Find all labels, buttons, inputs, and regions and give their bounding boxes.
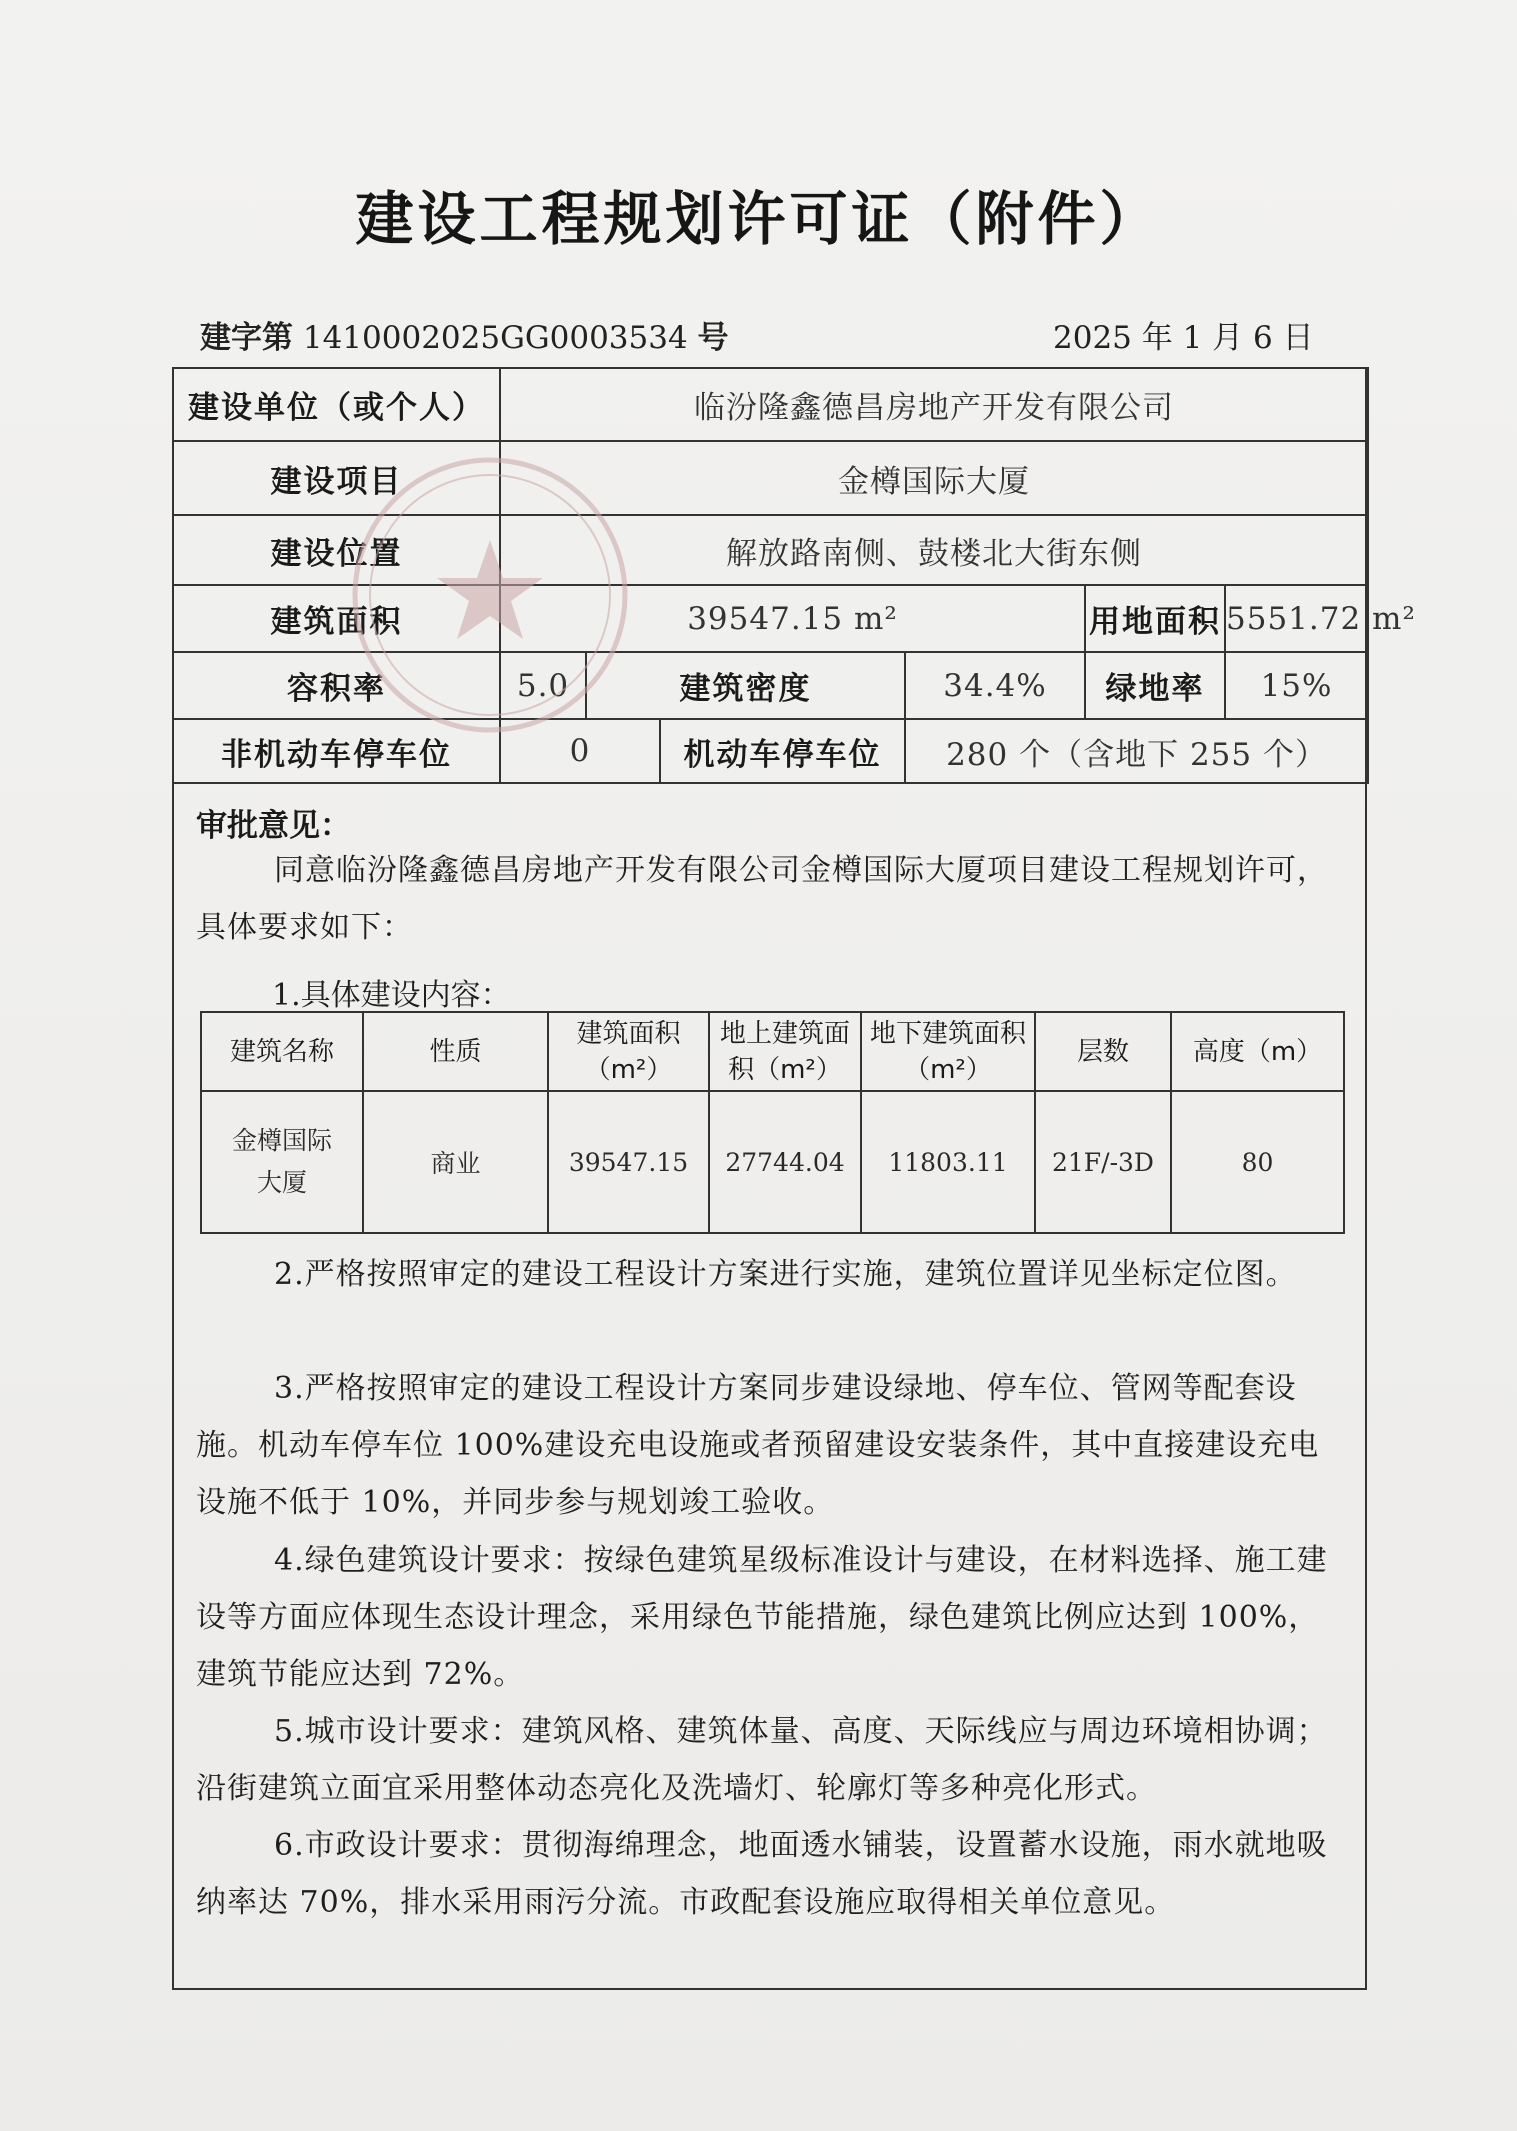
building-table-header — [201, 1012, 1344, 1091]
item-6: 6.市政设计要求：贯彻海绵理念，地面透水铺装，设置蓄水设施，雨水就地吸纳率达 70%，排水采用雨污分流。市政配套设施应取得相关单位意见。 — [196, 1828, 1328, 1920]
header-above-area: 地上建筑面积（m²） — [709, 1012, 861, 1091]
item-4: 4.绿色建筑设计要求：按绿色建筑星级标准设计与建设，在材料选择、施工建设等方面应体现生态设计理念，采用绿色节能措施，绿色建筑比例应达到 100%，建筑节能应达到 72%。 — [196, 1543, 1328, 1692]
item-3: 3.严格按照审定的建设工程设计方案同步建设绿地、停车位、管网等配套设施。机动车停车位 100%建设充电设施或者预留建设安装条件，其中直接建设充电设施不低于 10%，并同步参与规划竣工验收。 — [196, 1371, 1320, 1520]
cell-height: 80 — [1171, 1091, 1344, 1233]
header-nature: 性质 — [363, 1012, 548, 1091]
location-value: 解放路南侧、鼓楼北大街东侧 — [500, 515, 1368, 585]
unit-label: 建设单位（或个人） — [173, 368, 500, 441]
doc-number: 1410002025GG0003534 — [302, 320, 688, 356]
item-5: 5.城市设计要求：建筑风格、建筑体量、高度、天际线应与周边环境相协调；沿街建筑立面宜采用整体动态亮化及洗墙灯、轮廓灯等多种亮化形式。 — [196, 1714, 1328, 1806]
nonmotor-parking-value: 0 — [500, 719, 660, 783]
table-row — [201, 1091, 1344, 1233]
unit-value: 临汾隆鑫德昌房地产开发有限公司 — [500, 368, 1368, 441]
cell-below-area: 11803.11 — [861, 1091, 1035, 1233]
land-area-label: 用地面积 — [1085, 585, 1225, 652]
green-value: 15% — [1225, 652, 1368, 719]
project-value: 金樽国际大厦 — [500, 441, 1368, 515]
item-2: 2.严格按照审定的建设工程设计方案进行实施，建筑位置详见坐标定位图。 — [274, 1257, 1297, 1292]
motor-parking-label: 机动车停车位 — [660, 719, 905, 783]
floor-area-label: 建筑面积 — [173, 585, 500, 652]
cell-total-area: 39547.15 — [548, 1091, 709, 1233]
cell-above-area: 27744.04 — [709, 1091, 861, 1233]
approval-title: 审批意见： — [196, 808, 351, 844]
location-label: 建设位置 — [173, 515, 500, 585]
density-label: 建筑密度 — [586, 652, 905, 719]
nonmotor-parking-label: 非机动车停车位 — [173, 719, 500, 783]
cell-building-name: 金樽国际大厦 — [201, 1091, 363, 1233]
building-table — [200, 1011, 1345, 1234]
info-row-parking — [173, 719, 1368, 783]
document-number-line — [200, 312, 729, 357]
cell-floors: 21F/-3D — [1035, 1091, 1171, 1233]
floor-area-value: 39547.15 m² — [500, 585, 1085, 652]
project-info-table — [172, 367, 1416, 784]
header-total-area: 建筑面积（m²） — [548, 1012, 709, 1091]
density-value: 34.4% — [905, 652, 1085, 719]
info-row-location — [173, 515, 1368, 585]
info-row-project — [173, 441, 1368, 515]
green-label: 绿地率 — [1085, 652, 1225, 719]
land-area-value: 5551.72 m² — [1225, 585, 1368, 652]
approval-intro: 同意临汾隆鑫德昌房地产开发有限公司金樽国际大厦项目建设工程规划许可，具体要求如下： — [196, 853, 1328, 945]
doc-suffix: 号 — [697, 320, 729, 356]
header-building-name: 建筑名称 — [201, 1012, 363, 1091]
issue-date: 2025 年 1 月 6 日 — [1053, 320, 1314, 356]
item-1-heading: 1.具体建设内容： — [272, 978, 511, 1013]
header-below-area: 地下建筑面积（m²） — [861, 1012, 1035, 1091]
far-label: 容积率 — [173, 652, 500, 719]
header-height: 高度（m） — [1171, 1012, 1344, 1091]
header-floors: 层数 — [1035, 1012, 1171, 1091]
motor-parking-value: 280 个（含地下 255 个） — [905, 719, 1368, 783]
project-label: 建设项目 — [173, 441, 500, 515]
info-row-ratios — [173, 652, 1368, 719]
cell-nature: 商业 — [363, 1091, 548, 1233]
far-value: 5.0 — [500, 652, 586, 719]
doc-prefix: 建字第 — [200, 320, 293, 356]
info-row-unit — [173, 368, 1368, 441]
info-row-area — [173, 585, 1368, 652]
document-title: 建设工程规划许可证（附件） — [355, 185, 1162, 253]
